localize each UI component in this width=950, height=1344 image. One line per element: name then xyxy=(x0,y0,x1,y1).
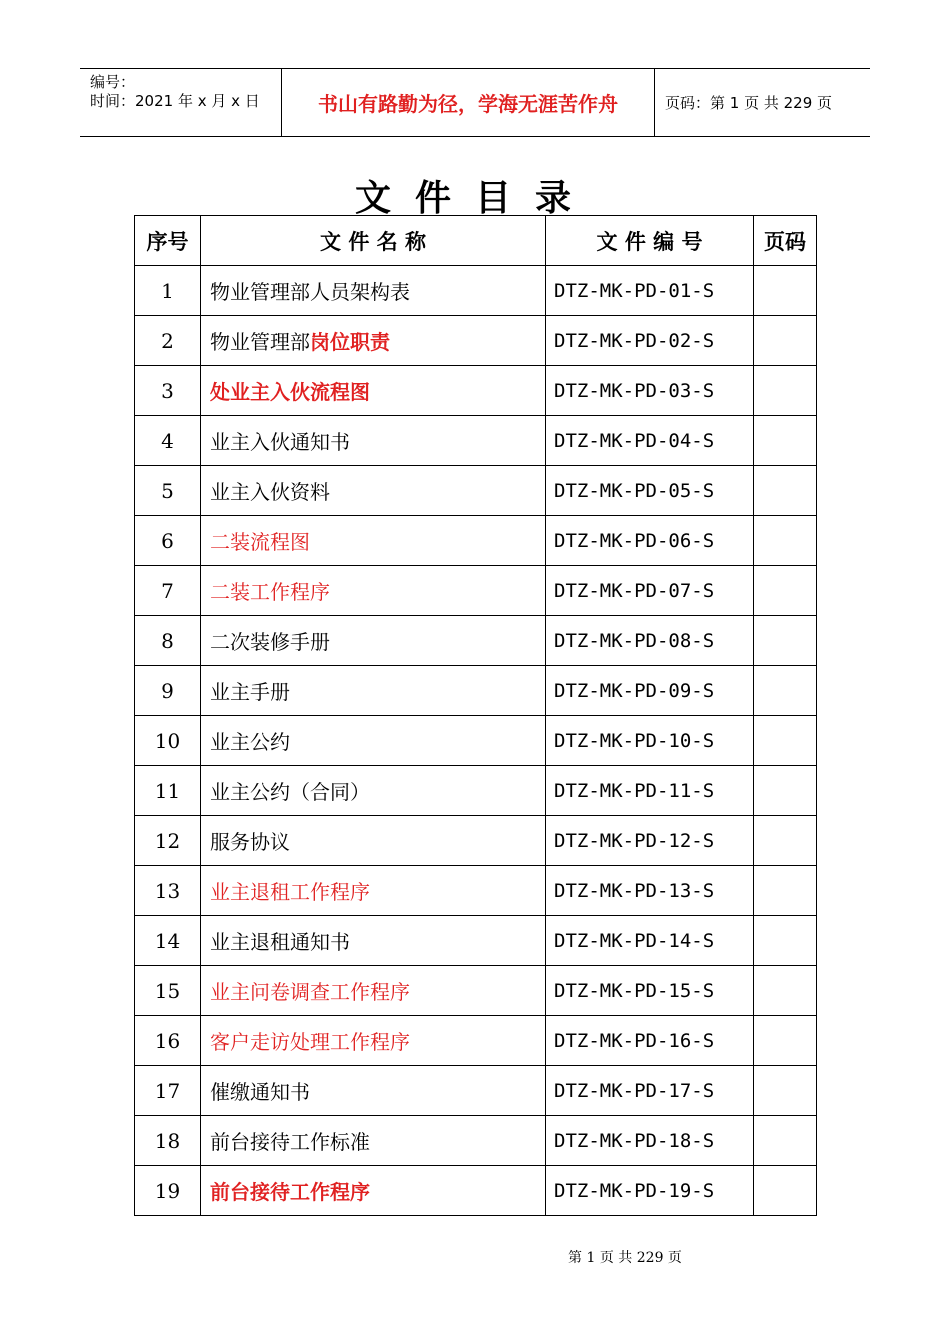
row-doc-name xyxy=(201,916,546,966)
row-index: 3 xyxy=(135,366,201,416)
doc-name-highlight: 处业主入伙流程图 xyxy=(210,380,370,404)
table-row xyxy=(135,866,817,916)
row-page xyxy=(754,316,817,366)
doc-name-highlight: 二装工作程序 xyxy=(210,580,330,604)
table-row xyxy=(135,1016,817,1066)
row-doc-code: DTZ-MK-PD-17-S xyxy=(546,1066,754,1116)
header-motto: 书山有路勤为径，学海无涯苦作舟 xyxy=(282,69,655,136)
row-doc-code: DTZ-MK-PD-11-S xyxy=(546,766,754,816)
doc-name-highlight: 岗位职责 xyxy=(310,330,390,354)
col-header-index: 序号 xyxy=(135,216,201,266)
doc-name-highlight: 业主退租工作程序 xyxy=(210,880,370,904)
row-doc-code: DTZ-MK-PD-09-S xyxy=(546,666,754,716)
row-doc-name xyxy=(201,416,546,466)
doc-name-highlight: 前台接待工作程序 xyxy=(210,1180,370,1204)
table-row xyxy=(135,466,817,516)
row-page xyxy=(754,816,817,866)
row-page xyxy=(754,716,817,766)
row-index: 10 xyxy=(135,716,201,766)
header-page-info: 页码：第 1 页 共 229 页 xyxy=(665,94,833,112)
row-doc-name xyxy=(201,966,546,1016)
col-header-name: 文 件 名 称 xyxy=(201,216,546,266)
row-doc-code: DTZ-MK-PD-01-S xyxy=(546,266,754,316)
row-page xyxy=(754,966,817,1016)
row-page xyxy=(754,1016,817,1066)
table-row xyxy=(135,616,817,666)
row-doc-name xyxy=(201,466,546,516)
table-row xyxy=(135,266,817,316)
row-index: 7 xyxy=(135,566,201,616)
row-doc-code: DTZ-MK-PD-07-S xyxy=(546,566,754,616)
col-header-page: 页码 xyxy=(754,216,817,266)
row-page xyxy=(754,266,817,316)
row-doc-name xyxy=(201,716,546,766)
table-row xyxy=(135,1116,817,1166)
row-doc-code: DTZ-MK-PD-02-S xyxy=(546,316,754,366)
row-doc-name xyxy=(201,516,546,566)
row-page xyxy=(754,1116,817,1166)
table-row xyxy=(135,1066,817,1116)
row-page xyxy=(754,1066,817,1116)
row-doc-code: DTZ-MK-PD-14-S xyxy=(546,916,754,966)
row-doc-code: DTZ-MK-PD-18-S xyxy=(546,1116,754,1166)
row-doc-code: DTZ-MK-PD-15-S xyxy=(546,966,754,1016)
row-doc-code: DTZ-MK-PD-04-S xyxy=(546,416,754,466)
doc-name-text: 服务协议 xyxy=(210,830,290,854)
doc-name-highlight: 二装流程图 xyxy=(210,530,310,554)
page-header xyxy=(80,68,870,137)
row-doc-name xyxy=(201,366,546,416)
row-index: 1 xyxy=(135,266,201,316)
table-row xyxy=(135,666,817,716)
row-index: 6 xyxy=(135,516,201,566)
page-title: 文件目录 xyxy=(354,178,595,219)
toc-table xyxy=(134,215,817,1216)
row-page xyxy=(754,666,817,716)
row-doc-code: DTZ-MK-PD-10-S xyxy=(546,716,754,766)
table-row xyxy=(135,316,817,366)
table-row xyxy=(135,416,817,466)
row-index: 18 xyxy=(135,1116,201,1166)
row-doc-name xyxy=(201,1166,546,1216)
row-doc-name xyxy=(201,1066,546,1116)
row-doc-code: DTZ-MK-PD-06-S xyxy=(546,516,754,566)
table-row xyxy=(135,516,817,566)
row-doc-name xyxy=(201,816,546,866)
table-row xyxy=(135,816,817,866)
toc-header-row xyxy=(135,216,817,266)
row-index: 17 xyxy=(135,1066,201,1116)
row-index: 16 xyxy=(135,1016,201,1066)
row-page xyxy=(754,916,817,966)
row-index: 14 xyxy=(135,916,201,966)
row-page xyxy=(754,516,817,566)
row-index: 9 xyxy=(135,666,201,716)
row-doc-name xyxy=(201,1116,546,1166)
row-page xyxy=(754,416,817,466)
row-index: 19 xyxy=(135,1166,201,1216)
toc-body xyxy=(135,266,817,1216)
doc-name-text: 前台接待工作标准 xyxy=(210,1130,370,1154)
row-doc-name xyxy=(201,766,546,816)
row-index: 11 xyxy=(135,766,201,816)
doc-name-highlight: 业主问卷调查工作程序 xyxy=(210,980,410,1004)
doc-name-text: 业主入伙通知书 xyxy=(210,430,350,454)
page-footer: 第 1 页 共 229 页 xyxy=(568,1250,682,1266)
row-index: 13 xyxy=(135,866,201,916)
doc-name-text: 业主手册 xyxy=(210,680,290,704)
doc-name-text: 业主退租通知书 xyxy=(210,930,350,954)
row-index: 2 xyxy=(135,316,201,366)
doc-time-label: 时间：2021 年 x 月 x 日 xyxy=(90,92,260,110)
table-row xyxy=(135,566,817,616)
row-index: 12 xyxy=(135,816,201,866)
row-doc-code: DTZ-MK-PD-05-S xyxy=(546,466,754,516)
row-doc-name xyxy=(201,866,546,916)
row-doc-name xyxy=(201,666,546,716)
doc-name-text: 催缴通知书 xyxy=(210,1080,310,1104)
row-doc-code: DTZ-MK-PD-19-S xyxy=(546,1166,754,1216)
row-page xyxy=(754,766,817,816)
row-index: 8 xyxy=(135,616,201,666)
row-index: 4 xyxy=(135,416,201,466)
row-doc-name xyxy=(201,1016,546,1066)
row-page xyxy=(754,1166,817,1216)
doc-name-text: 业主公约 xyxy=(210,730,290,754)
row-page xyxy=(754,866,817,916)
row-doc-name xyxy=(201,316,546,366)
row-doc-name xyxy=(201,566,546,616)
row-page xyxy=(754,616,817,666)
row-doc-code: DTZ-MK-PD-08-S xyxy=(546,616,754,666)
table-row xyxy=(135,366,817,416)
table-row xyxy=(135,966,817,1016)
row-page xyxy=(754,566,817,616)
row-doc-code: DTZ-MK-PD-03-S xyxy=(546,366,754,416)
row-page xyxy=(754,366,817,416)
header-meta xyxy=(80,69,282,136)
doc-name-text: 业主入伙资料 xyxy=(210,480,330,504)
col-header-code: 文 件 编 号 xyxy=(546,216,754,266)
doc-name-text: 物业管理部人员架构表 xyxy=(210,280,410,304)
doc-name-text: 物业管理部 xyxy=(210,330,310,354)
doc-number-label: 编号： xyxy=(90,73,136,91)
table-row xyxy=(135,1166,817,1216)
row-doc-name xyxy=(201,266,546,316)
doc-name-text: 业主公约（合同） xyxy=(210,780,370,804)
doc-name-text: 二次装修手册 xyxy=(210,630,330,654)
table-row xyxy=(135,916,817,966)
doc-name-highlight: 客户走访处理工作程序 xyxy=(210,1030,410,1054)
row-doc-code: DTZ-MK-PD-12-S xyxy=(546,816,754,866)
row-index: 15 xyxy=(135,966,201,1016)
row-index: 5 xyxy=(135,466,201,516)
table-row xyxy=(135,716,817,766)
row-doc-code: DTZ-MK-PD-16-S xyxy=(546,1016,754,1066)
table-row xyxy=(135,766,817,816)
row-page xyxy=(754,466,817,516)
row-doc-name xyxy=(201,616,546,666)
row-doc-code: DTZ-MK-PD-13-S xyxy=(546,866,754,916)
